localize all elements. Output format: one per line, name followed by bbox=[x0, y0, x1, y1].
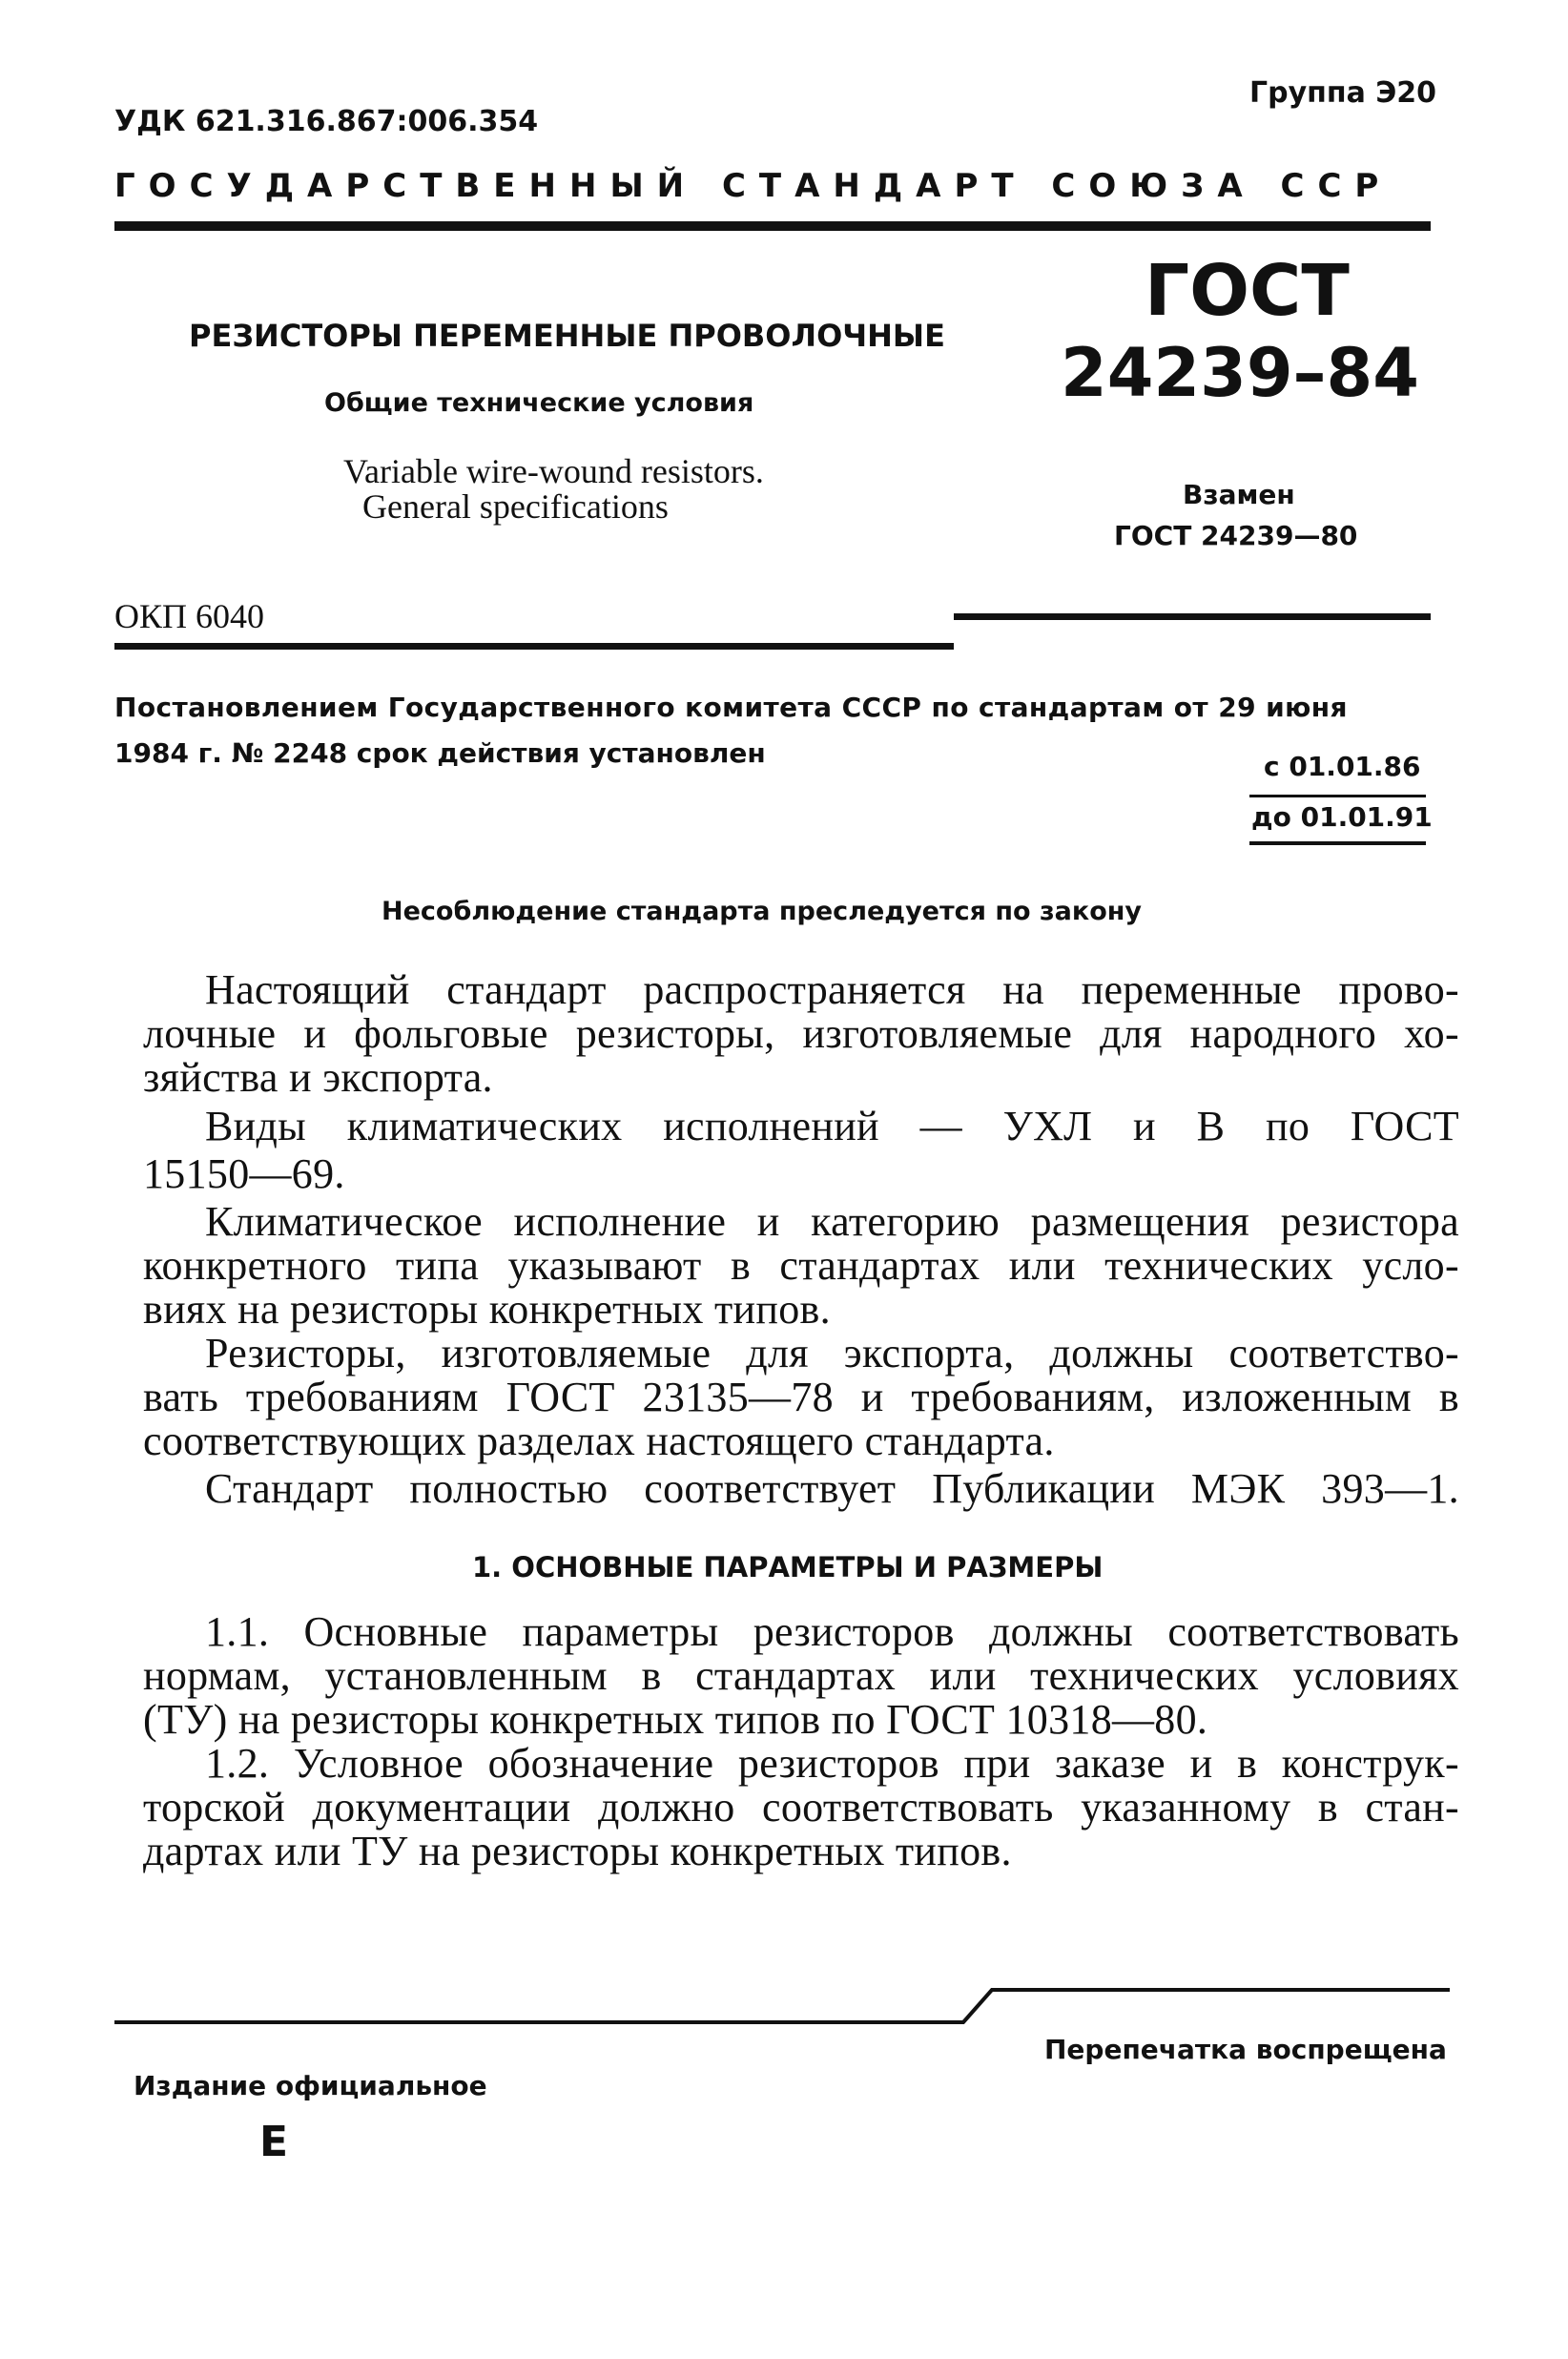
word: прово- bbox=[1338, 966, 1459, 1013]
word: по bbox=[1266, 1103, 1310, 1149]
word: Стандарт bbox=[205, 1465, 374, 1512]
word: обозначение bbox=[487, 1740, 714, 1787]
word: в bbox=[1237, 1740, 1258, 1787]
word: климатических bbox=[346, 1103, 623, 1149]
word: 15150—69. bbox=[143, 1150, 345, 1197]
section1-line-4 bbox=[205, 1739, 1459, 1788]
gost-label: ГОСТ bbox=[1145, 250, 1350, 332]
word: 1.1. bbox=[205, 1608, 270, 1655]
validity-to: до 01.01.91 bbox=[1251, 801, 1433, 833]
word: полностью bbox=[409, 1465, 609, 1512]
word: Виды bbox=[205, 1103, 307, 1149]
word: размещения bbox=[1030, 1198, 1250, 1245]
word: соответствовать bbox=[1167, 1608, 1459, 1655]
word: 1.2. bbox=[205, 1740, 270, 1787]
word: фольговые bbox=[354, 1010, 548, 1057]
word: условиях bbox=[1292, 1652, 1459, 1699]
section-1-heading: 1. ОСНОВНЫЕ ПАРАМЕТРЫ И РАЗМЕРЫ bbox=[472, 1551, 1104, 1583]
word: требованиям, bbox=[911, 1374, 1155, 1420]
gost-number: 24239–84 bbox=[1061, 334, 1419, 412]
word: МЭК bbox=[1190, 1465, 1286, 1512]
word: типа bbox=[396, 1242, 480, 1289]
section1-line-6 bbox=[143, 1827, 1012, 1875]
word: конкретного bbox=[143, 1242, 367, 1289]
udk-code: УДК 621.316.867:006.354 bbox=[114, 105, 539, 138]
word: технических bbox=[1030, 1652, 1259, 1699]
intro-line-8 bbox=[143, 1285, 831, 1334]
word: стандартах bbox=[779, 1242, 980, 1289]
word: для bbox=[746, 1330, 809, 1376]
word: (ТУ) на резисторы конкретных типов по ГОСТ 10318—80. bbox=[143, 1696, 1208, 1743]
word: изложенным bbox=[1182, 1374, 1413, 1420]
decree-line2: 1984 г. № 2248 срок действия установлен bbox=[114, 737, 766, 769]
word: виях на резисторы конкретных типов. bbox=[143, 1286, 831, 1333]
word: конструк- bbox=[1281, 1740, 1459, 1787]
intro-line-4 bbox=[205, 1102, 1459, 1150]
word: вать bbox=[143, 1374, 219, 1420]
word: указанному bbox=[1081, 1784, 1291, 1831]
word: исполнение bbox=[513, 1198, 727, 1245]
compliance-notice: Несоблюдение стандарта преследуется по закону bbox=[382, 897, 1143, 926]
word: народного bbox=[1189, 1010, 1377, 1057]
word: стандарт bbox=[446, 966, 607, 1013]
word: нормам, bbox=[143, 1652, 291, 1699]
validity-from: с 01.01.86 bbox=[1264, 751, 1421, 782]
word: исполнений bbox=[663, 1103, 879, 1149]
intro-line-2 bbox=[143, 1009, 1459, 1058]
decree-top-rule bbox=[954, 613, 1431, 620]
intro-line-5 bbox=[143, 1149, 345, 1198]
word: В bbox=[1196, 1103, 1226, 1149]
group-code: Группа Э20 bbox=[1249, 76, 1437, 110]
word: Основные bbox=[303, 1608, 488, 1655]
word: изготовляемые bbox=[802, 1010, 1073, 1057]
replaces-value: ГОСТ 24239—80 bbox=[1114, 520, 1358, 551]
word: категорию bbox=[811, 1198, 1001, 1245]
validity-rule-1 bbox=[1249, 795, 1426, 797]
word: требованиям bbox=[245, 1374, 479, 1420]
section1-line-3 bbox=[143, 1695, 1207, 1744]
word: лочные bbox=[143, 1010, 277, 1057]
word: при bbox=[963, 1740, 1031, 1787]
word: и bbox=[756, 1198, 780, 1245]
section1-line-2 bbox=[143, 1651, 1459, 1700]
word: Резисторы, bbox=[205, 1330, 406, 1376]
word: соответство- bbox=[1228, 1330, 1459, 1376]
word: зяйства и экспорта. bbox=[143, 1054, 493, 1101]
word: торской bbox=[143, 1784, 285, 1831]
word: Настоящий bbox=[205, 966, 410, 1013]
section1-line-1 bbox=[205, 1607, 1459, 1656]
word: стандартах bbox=[695, 1652, 897, 1699]
intro-line-1 bbox=[205, 965, 1459, 1014]
word: распространяется bbox=[643, 966, 966, 1013]
standard-title: ГОСУДАРСТВЕННЫЙ СТАНДАРТ СОЮЗА ССР bbox=[114, 167, 1393, 205]
title-english-line2: General specifications bbox=[362, 487, 669, 526]
intro-line-9 bbox=[205, 1329, 1459, 1377]
official-edition: Издание официальное bbox=[134, 2070, 487, 2101]
validity-rule-2 bbox=[1249, 841, 1426, 845]
word: Условное bbox=[293, 1740, 464, 1787]
word: резисторов bbox=[737, 1740, 939, 1787]
word: должно bbox=[598, 1784, 735, 1831]
word: ГОСТ bbox=[1350, 1103, 1459, 1149]
word: ГОСТ bbox=[505, 1374, 615, 1420]
word: и bbox=[303, 1010, 327, 1057]
intro-line-11 bbox=[143, 1417, 1055, 1465]
word: в bbox=[730, 1242, 752, 1289]
word: 23135—78 bbox=[642, 1374, 834, 1420]
replaces-label: Взамен bbox=[1183, 479, 1295, 510]
word: установленным bbox=[324, 1652, 608, 1699]
word: 393—1. bbox=[1321, 1465, 1459, 1512]
word: резисторы, bbox=[575, 1010, 775, 1057]
footer-rule bbox=[114, 1986, 1450, 2024]
intro-line-12 bbox=[205, 1464, 1459, 1513]
word: должны bbox=[1049, 1330, 1194, 1376]
word: соответствовать bbox=[762, 1784, 1054, 1831]
word: указывают bbox=[507, 1242, 702, 1289]
word: усло- bbox=[1362, 1242, 1459, 1289]
word: резисторов bbox=[753, 1608, 955, 1655]
word: дартах или ТУ на резисторы конкретных типов. bbox=[143, 1828, 1012, 1874]
word: для bbox=[1100, 1010, 1163, 1057]
word: и bbox=[1189, 1740, 1213, 1787]
word: должны bbox=[988, 1608, 1134, 1655]
word: Публикации bbox=[932, 1465, 1156, 1512]
word: параметры bbox=[522, 1608, 719, 1655]
word: на bbox=[1002, 966, 1044, 1013]
word: хо- bbox=[1404, 1010, 1459, 1057]
word: в bbox=[641, 1652, 662, 1699]
section1-line-5 bbox=[143, 1783, 1459, 1831]
intro-line-3 bbox=[143, 1053, 493, 1102]
word: и bbox=[860, 1374, 884, 1420]
word: технических bbox=[1104, 1242, 1333, 1289]
word: — bbox=[919, 1103, 962, 1149]
word: переменные bbox=[1081, 966, 1302, 1013]
document-title: РЕЗИСТОРЫ ПЕРЕМЕННЫЕ ПРОВОЛОЧНЫЕ bbox=[189, 318, 945, 354]
word: заказе bbox=[1055, 1740, 1166, 1787]
header-rule bbox=[114, 221, 1431, 231]
word: стан- bbox=[1365, 1784, 1459, 1831]
okp-rule bbox=[114, 643, 954, 650]
word: резистора bbox=[1280, 1198, 1459, 1245]
intro-line-10 bbox=[143, 1373, 1459, 1421]
word: Климатическое bbox=[205, 1198, 483, 1245]
reprint-prohibited: Перепечатка воспрещена bbox=[1044, 2034, 1447, 2065]
word: в bbox=[1317, 1784, 1338, 1831]
word: и bbox=[1133, 1103, 1156, 1149]
word: или bbox=[929, 1652, 997, 1699]
word: или bbox=[1008, 1242, 1076, 1289]
document-subtitle: Общие технические условия bbox=[324, 388, 754, 418]
edition-letter: Е bbox=[259, 2118, 289, 2166]
word: УХЛ bbox=[1002, 1103, 1093, 1149]
word: в bbox=[1438, 1374, 1459, 1420]
word: соответствующих разделах настоящего стандарта. bbox=[143, 1417, 1055, 1464]
intro-line-7 bbox=[143, 1241, 1459, 1290]
word: документации bbox=[312, 1784, 571, 1831]
word: экспорта, bbox=[843, 1330, 1015, 1376]
intro-line-6 bbox=[205, 1197, 1459, 1246]
word: соответствует bbox=[644, 1465, 897, 1512]
title-english-line1: Variable wire-wound resistors. bbox=[343, 452, 764, 490]
okp-code: ОКП 6040 bbox=[114, 597, 265, 635]
decree-line1: Постановлением Государственного комитета СССР по стандартам от 29 июня bbox=[114, 692, 1348, 723]
word: изготовляемые bbox=[441, 1330, 712, 1376]
